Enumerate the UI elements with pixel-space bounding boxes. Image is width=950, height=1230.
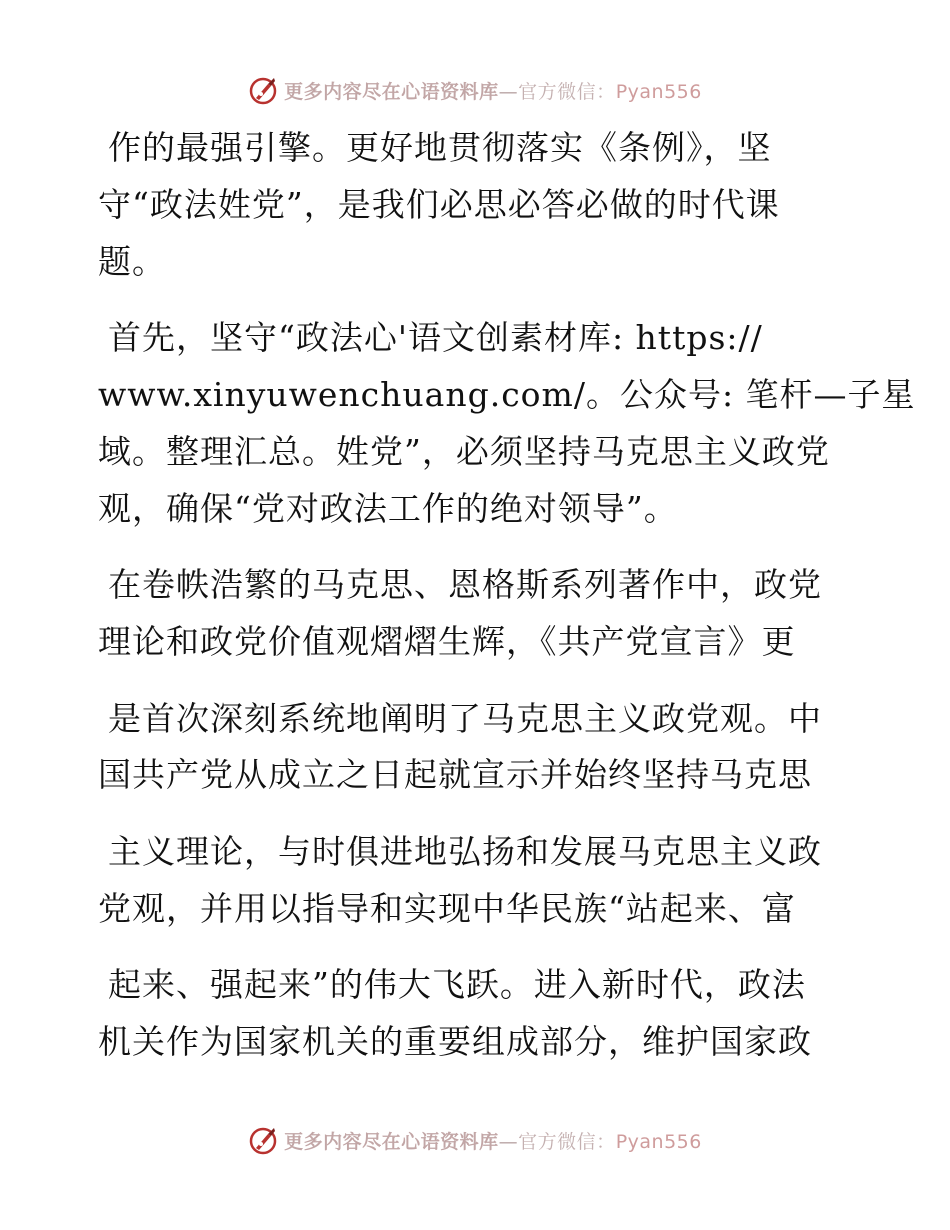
footer-wechat-id: Pyan556 [615,1130,702,1153]
body-line: 起来、强起来”的伟大飞跃。进入新时代，政法 [108,965,806,1004]
body-line: 作的最强引擎。更好地贯彻落实《条例》，坚 [108,128,772,167]
body-line: 题。 [98,242,166,281]
body-line: 在卷帙浩繁的马克思、恩格斯系列著作中，政党 [108,565,822,604]
body-line: www.xinyuwenchuang.com/。公众号: 笔杆—子星 [98,375,916,414]
header-wechat-id: Pyan556 [615,80,702,103]
body-line: 观，确保“党对政法工作的绝对领导”。 [98,489,678,528]
body-line: 域。整理汇总。姓党”，必须坚持马克思主义政党 [98,432,830,471]
body-line: 国共产党从成立之日起就宣示并始终坚持马克思 [98,755,812,794]
header-separator: — [498,80,519,103]
body-line: 党观，并用以指导和实现中华民族“站起来、富 [98,889,796,928]
body-line: 守“政法姓党”，是我们必思必答必做的时代课 [98,185,780,224]
footer-banner [0,1120,950,1160]
body-line: 理论和政党价值观熠熠生辉，《共产党宣言》更 [98,622,796,661]
body-line: 是首次深刻系统地阐明了马克思主义政党观。中 [108,699,822,738]
header-banner [0,70,950,110]
body-line: 首先，坚守“政法心'语文创素材库: https:// [108,318,763,357]
body-line: 主义理论，与时俱进地弘扬和发展马克思主义政 [108,832,822,871]
footer-separator: — [498,1130,519,1153]
quill-pen-logo-icon [248,1125,278,1155]
footer-brand: 更多内容尽在心语资料库 [284,1130,499,1153]
header-wechat-label: 官方微信： [518,80,616,103]
quill-pen-logo-icon [248,75,278,105]
header-banner-text [284,77,702,104]
header-brand: 更多内容尽在心语资料库 [284,80,499,103]
footer-wechat-label: 官方微信： [518,1130,616,1153]
footer-banner-text [284,1127,702,1154]
body-line: 机关作为国家机关的重要组成部分，维护国家政 [98,1022,812,1061]
